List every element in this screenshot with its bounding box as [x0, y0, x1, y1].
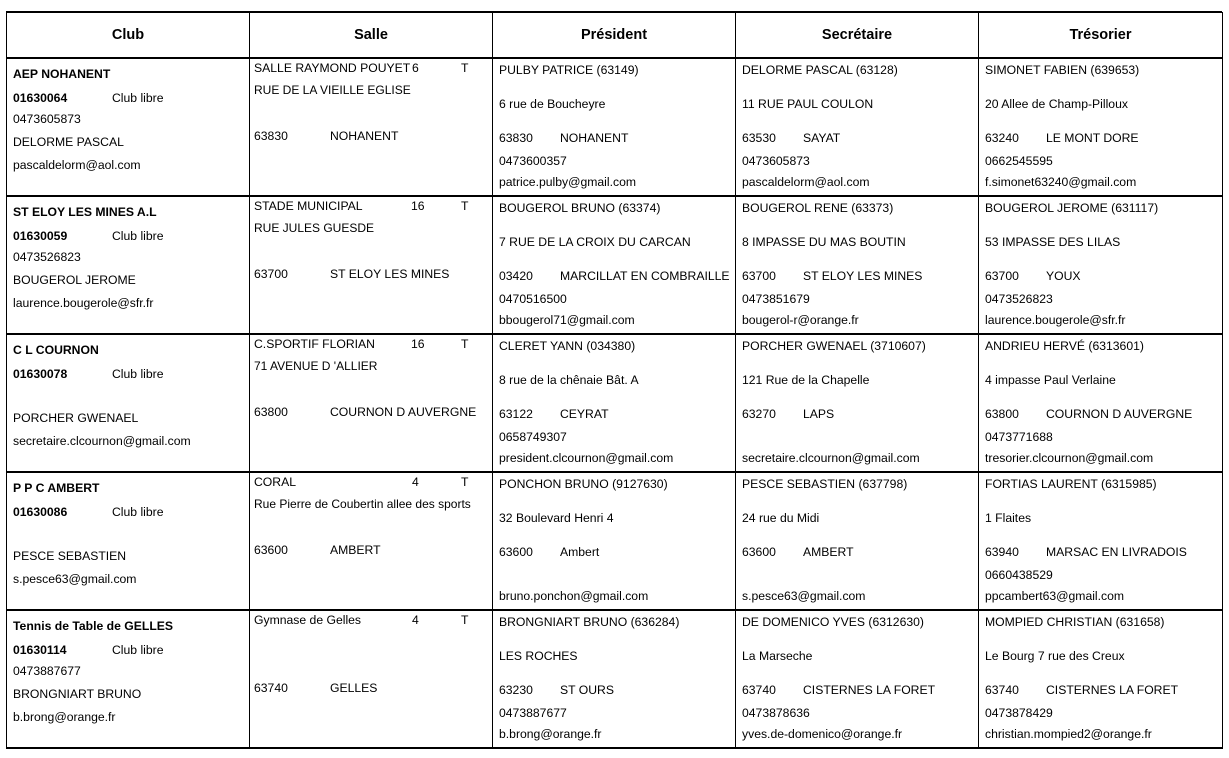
- secretaire-address: 24 rue du Midi: [742, 511, 820, 525]
- secretaire-address: 8 IMPASSE DU MAS BOUTIN: [742, 235, 906, 249]
- secretaire-phone: 0473851679: [742, 292, 810, 306]
- table-row-divider: [6, 57, 1222, 59]
- secretaire-email: bougerol-r@orange.fr: [742, 313, 859, 327]
- column-header-president: Président: [492, 12, 735, 58]
- salle-postal-code: 63600: [254, 543, 288, 557]
- salle-table-type: T: [461, 337, 469, 351]
- club-phone: 0473887677: [13, 664, 81, 678]
- president-name: CLERET YANN (034380): [499, 339, 636, 353]
- president-name: BOUGEROL BRUNO (63374): [499, 201, 661, 215]
- president-cell: [492, 197, 735, 335]
- tresorier-postal-code: 63700: [985, 269, 1019, 283]
- president-postal-code: 63230: [499, 683, 533, 697]
- club-contact: DELORME PASCAL: [13, 135, 124, 149]
- table-row-divider: [6, 471, 1222, 473]
- tresorier-email: laurence.bougerole@sfr.fr: [985, 313, 1126, 327]
- secretaire-address: La Marseche: [742, 649, 813, 663]
- president-address: LES ROCHES: [499, 649, 578, 663]
- secretaire-cell: [735, 335, 978, 473]
- table-row-divider: [6, 195, 1222, 197]
- table-row-divider: [6, 11, 1222, 13]
- salle-tables-count: 16: [411, 337, 425, 351]
- tresorier-city: MARSAC EN LIVRADOIS: [1046, 545, 1187, 559]
- table-column-divider: [735, 12, 736, 749]
- salle-tables-count: 4: [412, 475, 419, 489]
- president-cell: [492, 59, 735, 197]
- club-contact: PESCE SEBASTIEN: [13, 549, 127, 563]
- club-contact: BRONGNIART BRUNO: [13, 687, 142, 701]
- club-name: AEP NOHANENT: [13, 67, 111, 81]
- president-name: BRONGNIART BRUNO (636284): [499, 615, 680, 629]
- tresorier-address: 20 Allee de Champ-Pilloux: [985, 97, 1128, 111]
- salle-city: ST ELOY LES MINES: [330, 267, 450, 281]
- secretaire-postal-code: 63530: [742, 131, 776, 145]
- president-name: PULBY PATRICE (63149): [499, 63, 639, 77]
- salle-cell: [249, 473, 492, 611]
- tresorier-postal-code: 63240: [985, 131, 1019, 145]
- secretaire-name: DE DOMENICO YVES (6312630): [742, 615, 924, 629]
- secretaire-postal-code: 63700: [742, 269, 776, 283]
- president-city: Ambert: [560, 545, 600, 559]
- club-status: Club libre: [112, 91, 164, 105]
- secretaire-address: 11 RUE PAUL COULON: [742, 97, 874, 111]
- table-row-divider: [6, 747, 1222, 749]
- president-city: MARCILLAT EN COMBRAILLE: [560, 269, 730, 283]
- secretaire-city: ST ELOY LES MINES: [803, 269, 923, 283]
- tresorier-name: SIMONET FABIEN (639653): [985, 63, 1140, 77]
- president-address: 6 rue de Boucheyre: [499, 97, 606, 111]
- club-name: C L COURNON: [13, 343, 99, 357]
- club-email: s.pesce63@gmail.com: [13, 572, 137, 586]
- president-postal-code: 03420: [499, 269, 533, 283]
- tresorier-name: FORTIAS LAURENT (6315985): [985, 477, 1157, 491]
- salle-tables-count: 6: [412, 61, 419, 75]
- club-phone: 0473605873: [13, 112, 81, 126]
- club-name: Tennis de Table de GELLES: [13, 619, 174, 633]
- secretaire-email: s.pesce63@gmail.com: [742, 589, 866, 603]
- club-name: P P C AMBERT: [13, 481, 100, 495]
- tresorier-cell: [978, 59, 1222, 197]
- club-table: [6, 12, 1222, 750]
- president-address: 32 Boulevard Henri 4: [499, 511, 614, 525]
- salle-postal-code: 63800: [254, 405, 288, 419]
- secretaire-address: 121 Rue de la Chapelle: [742, 373, 870, 387]
- salle-street: RUE JULES GUESDE: [254, 221, 375, 235]
- president-cell: [492, 611, 735, 749]
- club-status: Club libre: [112, 505, 164, 519]
- secretaire-phone: 0473605873: [742, 154, 810, 168]
- secretaire-cell: [735, 611, 978, 749]
- secretaire-email: pascaldelorm@aol.com: [742, 175, 870, 189]
- club-number: 01630114: [13, 643, 67, 657]
- column-header-club: Club: [6, 12, 249, 58]
- salle-tables-count: 16: [411, 199, 425, 213]
- tresorier-phone: 0473526823: [985, 292, 1053, 306]
- club-number: 01630064: [13, 91, 68, 105]
- salle-name: Gymnase de Gelles: [254, 613, 362, 627]
- tresorier-cell: [978, 611, 1222, 749]
- salle-city: NOHANENT: [330, 129, 399, 143]
- president-postal-code: 63122: [499, 407, 533, 421]
- tresorier-city: YOUX: [1046, 269, 1081, 283]
- tresorier-email: christian.mompied2@orange.fr: [985, 727, 1152, 741]
- president-email: bruno.ponchon@gmail.com: [499, 589, 649, 603]
- president-email: bbougerol71@gmail.com: [499, 313, 635, 327]
- club-cell: [6, 473, 249, 611]
- club-cell: [6, 197, 249, 335]
- salle-table-type: T: [461, 199, 469, 213]
- tresorier-cell: [978, 197, 1222, 335]
- tresorier-address: 4 impasse Paul Verlaine: [985, 373, 1116, 387]
- table-row-divider: [6, 609, 1222, 611]
- club-email: laurence.bougerole@sfr.fr: [13, 296, 154, 310]
- secretaire-postal-code: 63740: [742, 683, 776, 697]
- tresorier-postal-code: 63800: [985, 407, 1019, 421]
- column-header-secretaire: Secrétaire: [735, 12, 978, 58]
- secretaire-cell: [735, 197, 978, 335]
- tresorier-phone: 0660438529: [985, 568, 1053, 582]
- salle-city: COURNON D AUVERGNE: [330, 405, 477, 419]
- tresorier-address: Le Bourg 7 rue des Creux: [985, 649, 1125, 663]
- president-address: 7 RUE DE LA CROIX DU CARCAN: [499, 235, 691, 249]
- club-phone: 0473526823: [13, 250, 81, 264]
- president-name: PONCHON BRUNO (9127630): [499, 477, 668, 491]
- president-postal-code: 63600: [499, 545, 533, 559]
- column-header-tresorier: Trésorier: [978, 12, 1222, 58]
- president-city: ST OURS: [560, 683, 614, 697]
- club-number: 01630059: [13, 229, 68, 243]
- tresorier-city: CISTERNES LA FORET: [1046, 683, 1179, 697]
- club-name: ST ELOY LES MINES A.L: [13, 205, 157, 219]
- salle-postal-code: 63830: [254, 129, 288, 143]
- tresorier-name: ANDRIEU HERVÉ (6313601): [985, 339, 1144, 353]
- president-phone: 0658749307: [499, 430, 567, 444]
- secretaire-city: LAPS: [803, 407, 835, 421]
- secretaire-city: SAYAT: [803, 131, 841, 145]
- secretaire-name: PESCE SEBASTIEN (637798): [742, 477, 908, 491]
- club-contact: PORCHER GWENAEL: [13, 411, 139, 425]
- secretaire-cell: [735, 59, 978, 197]
- club-contact: BOUGEROL JEROME: [13, 273, 136, 287]
- president-email: b.brong@orange.fr: [499, 727, 602, 741]
- salle-name: STADE MUNICIPAL: [254, 199, 363, 213]
- table-column-divider: [249, 12, 250, 749]
- tresorier-name: MOMPIED CHRISTIAN (631658): [985, 615, 1165, 629]
- salle-city: AMBERT: [330, 543, 381, 557]
- secretaire-name: PORCHER GWENAEL (3710607): [742, 339, 926, 353]
- club-cell: [6, 611, 249, 749]
- table-column-divider: [492, 12, 493, 749]
- club-cell: [6, 59, 249, 197]
- tresorier-cell: [978, 473, 1222, 611]
- salle-street: 71 AVENUE D 'ALLIER: [254, 359, 378, 373]
- club-number: 01630086: [13, 505, 68, 519]
- salle-postal-code: 63740: [254, 681, 288, 695]
- secretaire-phone: 0473878636: [742, 706, 810, 720]
- president-cell: [492, 473, 735, 611]
- club-email: b.brong@orange.fr: [13, 710, 116, 724]
- president-phone: 0473887677: [499, 706, 567, 720]
- salle-name: SALLE RAYMOND POUYET: [254, 61, 411, 75]
- salle-name: C.SPORTIF FLORIAN: [254, 337, 375, 351]
- president-email: patrice.pulby@gmail.com: [499, 175, 637, 189]
- secretaire-city: AMBERT: [803, 545, 854, 559]
- secretaire-cell: [735, 473, 978, 611]
- table-column-divider: [6, 12, 7, 749]
- president-cell: [492, 335, 735, 473]
- president-city: NOHANENT: [560, 131, 629, 145]
- president-postal-code: 63830: [499, 131, 533, 145]
- tresorier-address: 1 Flaites: [985, 511, 1032, 525]
- salle-city: GELLES: [330, 681, 378, 695]
- president-phone: 0470516500: [499, 292, 567, 306]
- club-email: secretaire.clcournon@gmail.com: [13, 434, 191, 448]
- table-row-divider: [6, 333, 1222, 335]
- president-email: president.clcournon@gmail.com: [499, 451, 674, 465]
- secretaire-email: secretaire.clcournon@gmail.com: [742, 451, 920, 465]
- salle-cell: [249, 197, 492, 335]
- tresorier-postal-code: 63740: [985, 683, 1019, 697]
- salle-street: RUE DE LA VIEILLE EGLISE: [254, 83, 411, 97]
- president-address: 8 rue de la chênaie Bât. A: [499, 373, 639, 387]
- tresorier-name: BOUGEROL JEROME (631117): [985, 201, 1159, 215]
- tresorier-postal-code: 63940: [985, 545, 1019, 559]
- salle-tables-count: 4: [412, 613, 419, 627]
- club-status: Club libre: [112, 643, 164, 657]
- secretaire-postal-code: 63600: [742, 545, 776, 559]
- secretaire-name: BOUGEROL RENE (63373): [742, 201, 894, 215]
- tresorier-email: tresorier.clcournon@gmail.com: [985, 451, 1154, 465]
- club-status: Club libre: [112, 229, 164, 243]
- president-city: CEYRAT: [560, 407, 609, 421]
- table-column-divider: [978, 12, 979, 749]
- tresorier-phone: 0473771688: [985, 430, 1053, 444]
- salle-table-type: T: [461, 475, 469, 489]
- tresorier-city: COURNON D AUVERGNE: [1046, 407, 1193, 421]
- tresorier-phone: 0473878429: [985, 706, 1053, 720]
- tresorier-phone: 0662545595: [985, 154, 1053, 168]
- tresorier-address: 53 IMPASSE DES LILAS: [985, 235, 1121, 249]
- secretaire-name: DELORME PASCAL (63128): [742, 63, 898, 77]
- salle-name: CORAL: [254, 475, 296, 489]
- tresorier-cell: [978, 335, 1222, 473]
- salle-cell: [249, 611, 492, 749]
- salle-cell: [249, 335, 492, 473]
- secretaire-city: CISTERNES LA FORET: [803, 683, 936, 697]
- column-header-salle: Salle: [249, 12, 492, 58]
- tresorier-email: f.simonet63240@gmail.com: [985, 175, 1137, 189]
- club-status: Club libre: [112, 367, 164, 381]
- tresorier-city: LE MONT DORE: [1046, 131, 1139, 145]
- salle-table-type: T: [461, 61, 469, 75]
- club-number: 01630078: [13, 367, 68, 381]
- secretaire-email: yves.de-domenico@orange.fr: [742, 727, 903, 741]
- table-column-divider: [1222, 12, 1223, 749]
- club-email: pascaldelorm@aol.com: [13, 158, 141, 172]
- salle-table-type: T: [461, 613, 469, 627]
- salle-cell: [249, 59, 492, 197]
- president-phone: 0473600357: [499, 154, 567, 168]
- tresorier-email: ppcambert63@gmail.com: [985, 589, 1125, 603]
- club-cell: [6, 335, 249, 473]
- salle-street: Rue Pierre de Coubertin allee des sports: [254, 497, 471, 511]
- salle-postal-code: 63700: [254, 267, 288, 281]
- secretaire-postal-code: 63270: [742, 407, 776, 421]
